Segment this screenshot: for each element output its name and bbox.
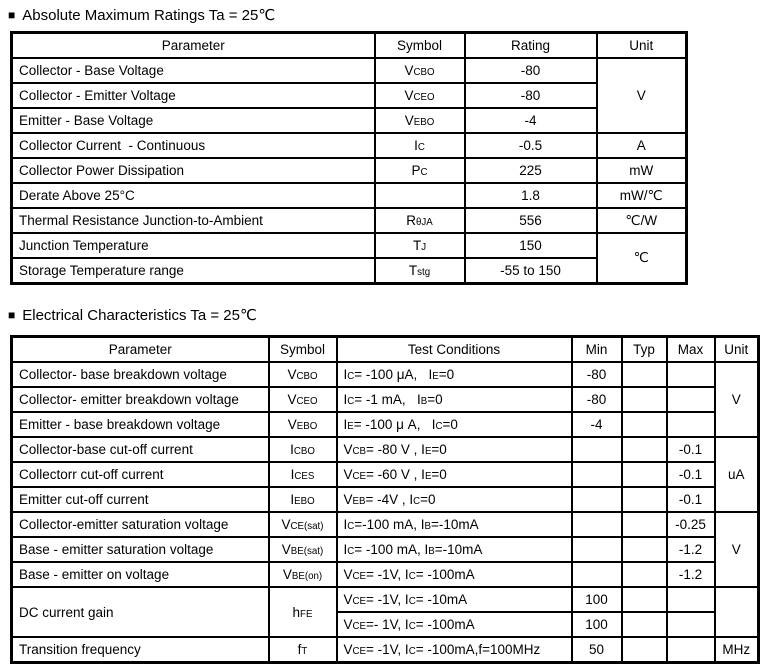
cell-max <box>667 412 715 437</box>
cell-test-conditions: VCE= -1V, IC= -100mA,f=100MHz <box>337 637 572 663</box>
cell-test-conditions: IC=-100 mA, IB=-10mA <box>337 512 572 537</box>
column-header-symbol: Symbol <box>375 33 465 59</box>
table-row <box>12 637 759 663</box>
cell-max <box>667 587 715 612</box>
cell-unit: A <box>597 133 687 158</box>
cell-parameter: Thermal Resistance Junction-to-Ambient <box>12 208 375 233</box>
table-row <box>12 462 759 487</box>
cell-parameter: Collector- base breakdown voltage <box>12 362 269 387</box>
cell-parameter: Base - emitter saturation voltage <box>12 537 269 562</box>
cell-max <box>667 362 715 387</box>
cell-parameter: Collector - Emitter Voltage <box>12 83 375 108</box>
cell-rating: -55 to 150 <box>465 258 597 284</box>
column-header-min: Min <box>572 337 622 363</box>
section-title-absolute-maximum-ratings <box>8 6 765 23</box>
cell-unit: ℃ <box>597 233 687 284</box>
electrical-characteristics-table <box>10 335 760 664</box>
table-header-row <box>12 33 687 59</box>
column-header-parameter: Parameter <box>12 33 375 59</box>
cell-symbol: hFE <box>269 587 337 637</box>
cell-unit: V <box>715 512 759 587</box>
cell-symbol: VCBO <box>375 58 465 83</box>
cell-test-conditions: VCE= -1V, IC= -100mA <box>337 562 572 587</box>
cell-unit: mW <box>597 158 687 183</box>
cell-unit: uA <box>715 437 759 512</box>
cell-parameter: Storage Temperature range <box>12 258 375 284</box>
table-row <box>12 387 759 412</box>
column-header-parameter: Parameter <box>12 337 269 363</box>
cell-rating: 1.8 <box>465 183 597 208</box>
cell-test-conditions: VCE=- 1V, IC= -100mA <box>337 612 572 637</box>
cell-parameter: Emitter - Base Voltage <box>12 108 375 133</box>
cell-unit: V <box>597 58 687 133</box>
cell-parameter: Emitter cut-off current <box>12 487 269 512</box>
table-row <box>12 362 759 387</box>
cell-min <box>572 512 622 537</box>
cell-typ <box>622 412 667 437</box>
cell-parameter: Junction Temperature <box>12 233 375 258</box>
cell-symbol: ICES <box>269 462 337 487</box>
cell-test-conditions: IE= -100 μ A, IC=0 <box>337 412 572 437</box>
cell-max <box>667 612 715 637</box>
table-row <box>12 133 687 158</box>
cell-typ <box>622 637 667 663</box>
cell-min: -80 <box>572 362 622 387</box>
cell-symbol: VCEO <box>375 83 465 108</box>
cell-symbol: IEBO <box>269 487 337 512</box>
cell-min <box>572 537 622 562</box>
cell-symbol: VBE(on) <box>269 562 337 587</box>
cell-symbol: ICBO <box>269 437 337 462</box>
absolute-maximum-ratings-table <box>10 31 688 285</box>
table-header-row <box>12 337 759 363</box>
cell-test-conditions: IC= -1 mA, IB=0 <box>337 387 572 412</box>
cell-parameter: Collector Current - Continuous <box>12 133 375 158</box>
cell-typ <box>622 562 667 587</box>
table-row <box>12 258 687 284</box>
cell-typ <box>622 587 667 612</box>
cell-parameter: Transition frequency <box>12 637 269 663</box>
cell-rating: 225 <box>465 158 597 183</box>
table-row <box>12 233 687 258</box>
cell-symbol: IC <box>375 133 465 158</box>
column-header-unit: Unit <box>597 33 687 59</box>
cell-test-conditions: VCB= -80 V , IE=0 <box>337 437 572 462</box>
section-title-text: Electrical Characteristics Ta = 25℃ <box>22 306 257 324</box>
cell-test-conditions: IC= -100 mA, IB=-10mA <box>337 537 572 562</box>
cell-parameter: Collector - Base Voltage <box>12 58 375 83</box>
black-square-bullet-icon: ■ <box>8 307 16 322</box>
cell-rating: 150 <box>465 233 597 258</box>
table-row <box>12 512 759 537</box>
table-row <box>12 412 759 437</box>
table-row <box>12 587 759 612</box>
table-row <box>12 158 687 183</box>
cell-min: 100 <box>572 587 622 612</box>
cell-typ <box>622 487 667 512</box>
cell-symbol: PC <box>375 158 465 183</box>
cell-symbol: fT <box>269 637 337 663</box>
cell-test-conditions: VEB= -4V , IC=0 <box>337 487 572 512</box>
cell-parameter: Derate Above 25°C <box>12 183 375 208</box>
table-row <box>12 562 759 587</box>
table-row <box>12 487 759 512</box>
cell-symbol: VCE(sat) <box>269 512 337 537</box>
table-row <box>12 183 687 208</box>
cell-symbol: VCBO <box>269 362 337 387</box>
section-title-electrical-characteristics <box>8 306 765 323</box>
table-row <box>12 58 687 83</box>
cell-min <box>572 487 622 512</box>
column-header-max: Max <box>667 337 715 363</box>
cell-test-conditions: VCE= -1V, IC= -10mA <box>337 587 572 612</box>
cell-typ <box>622 387 667 412</box>
cell-rating: -0.5 <box>465 133 597 158</box>
cell-typ <box>622 362 667 387</box>
cell-parameter: Collector- emitter breakdown voltage <box>12 387 269 412</box>
cell-unit: ℃/W <box>597 208 687 233</box>
cell-min: 100 <box>572 612 622 637</box>
cell-unit <box>715 587 759 637</box>
black-square-bullet-icon: ■ <box>8 7 16 22</box>
cell-symbol <box>375 183 465 208</box>
column-header-symbol: Symbol <box>269 337 337 363</box>
cell-max <box>667 637 715 663</box>
cell-max: -1.2 <box>667 562 715 587</box>
cell-unit: V <box>715 362 759 437</box>
cell-symbol: VCEO <box>269 387 337 412</box>
table-row <box>12 437 759 462</box>
cell-max <box>667 387 715 412</box>
cell-symbol: TJ <box>375 233 465 258</box>
table-row <box>12 108 687 133</box>
cell-parameter: Collector-emitter saturation voltage <box>12 512 269 537</box>
cell-typ <box>622 437 667 462</box>
cell-test-conditions: VCE= -60 V , IE=0 <box>337 462 572 487</box>
cell-symbol: VEBO <box>375 108 465 133</box>
cell-min <box>572 437 622 462</box>
cell-parameter: Collector-base cut-off current <box>12 437 269 462</box>
cell-min <box>572 462 622 487</box>
cell-rating: -80 <box>465 58 597 83</box>
cell-symbol: Tstg <box>375 258 465 284</box>
cell-min: -4 <box>572 412 622 437</box>
column-header-rating: Rating <box>465 33 597 59</box>
cell-test-conditions: IC= -100 μA, IE=0 <box>337 362 572 387</box>
table-row <box>12 208 687 233</box>
cell-unit: mW/℃ <box>597 183 687 208</box>
cell-unit: MHz <box>715 637 759 663</box>
cell-parameter: Collector Power Dissipation <box>12 158 375 183</box>
cell-typ <box>622 612 667 637</box>
cell-max: -1.2 <box>667 537 715 562</box>
cell-symbol: RθJA <box>375 208 465 233</box>
cell-typ <box>622 512 667 537</box>
cell-parameter: Base - emitter on voltage <box>12 562 269 587</box>
table-row <box>12 83 687 108</box>
cell-parameter: Collectorr cut-off current <box>12 462 269 487</box>
column-header-unit: Unit <box>715 337 759 363</box>
cell-max: -0.25 <box>667 512 715 537</box>
cell-symbol: VEBO <box>269 412 337 437</box>
cell-typ <box>622 537 667 562</box>
cell-min <box>572 562 622 587</box>
cell-symbol: VBE(sat) <box>269 537 337 562</box>
cell-typ <box>622 462 667 487</box>
cell-min: -80 <box>572 387 622 412</box>
column-header-test-conditions: Test Conditions <box>337 337 572 363</box>
cell-parameter: DC current gain <box>12 587 269 637</box>
cell-rating: -4 <box>465 108 597 133</box>
cell-max: -0.1 <box>667 462 715 487</box>
cell-rating: -80 <box>465 83 597 108</box>
cell-max: -0.1 <box>667 487 715 512</box>
column-header-typ: Typ <box>622 337 667 363</box>
cell-min: 50 <box>572 637 622 663</box>
cell-parameter: Emitter - base breakdown voltage <box>12 412 269 437</box>
section-title-text: Absolute Maximum Ratings Ta = 25℃ <box>22 6 276 24</box>
cell-max: -0.1 <box>667 437 715 462</box>
cell-rating: 556 <box>465 208 597 233</box>
table-row <box>12 537 759 562</box>
